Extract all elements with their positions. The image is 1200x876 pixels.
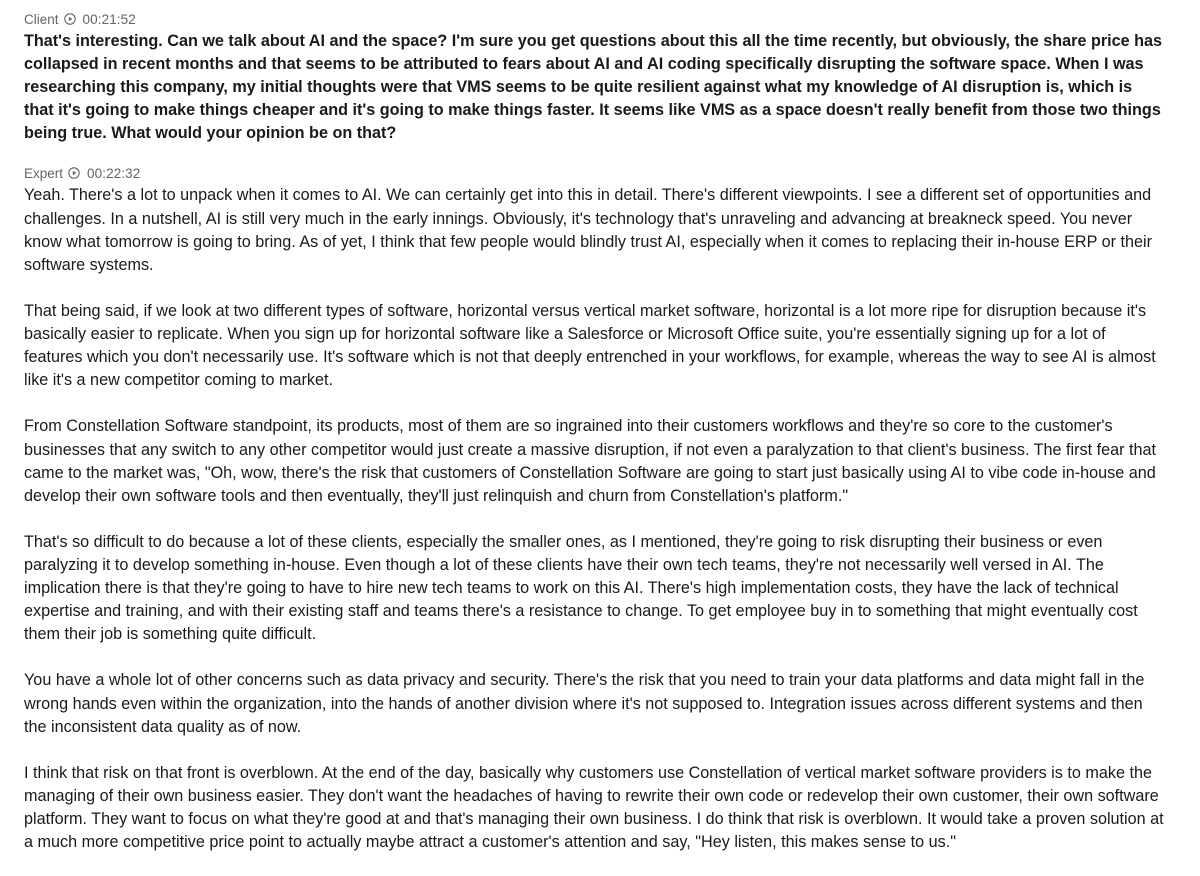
client-turn [24, 8, 1166, 145]
transcript [24, 8, 1166, 854]
play-circle-icon[interactable] [64, 13, 76, 25]
timestamp-link[interactable]: 00:21:52 [82, 11, 136, 27]
expert-turn-header [24, 162, 1166, 184]
client-turn-header [24, 8, 1166, 30]
expert-turn [24, 162, 1166, 854]
expert-paragraph: I think that risk on that front is overblown. At the end of the day, basically why customers use Constellation of vertical market software providers is to make the managing of their own business easier. They don't want the headaches of having to rewrite their own code or redevelop their own customer, their own software platform. They want to focus on what they're good at and that's managing their own business. I do think that risk is overblown. It would take a proven solution at a much more competitive price point to actually maybe attract a customer's attention and say, "Hey listen, this makes sense to us." [24, 763, 1164, 852]
expert-paragraph: Yeah. There's a lot to unpack when it comes to AI. We can certainly get into this in detail. There's different viewpoints. I see a different set of opportunities and challenges. In a nutshell, AI is still very much in the early innings. Obviously, it's technology that's unraveling and advancing at breakneck speed. You never know what tomorrow is going to bring. As of yet, I think that few people would blindly trust AI, especially when it comes to replacing their in-house ERP or their software systems. [24, 186, 1153, 274]
expert-paragraph: You have a whole lot of other concerns such as data privacy and security. There's the risk that you need to train your data platforms and data might fall in the wrong hands even within the organization, into the hands of another division where it's not supposed to. Integration issues across different systems and then the inconsistent data quality as of now. [24, 671, 1145, 736]
play-circle-icon[interactable] [68, 167, 80, 179]
expert-paragraph: That's so difficult to do because a lot of these clients, especially the smaller ones, as I mentioned, they're going to risk disrupting their business or even paralyzing it to develop something in-house. Even though a lot of these clients have their own tech teams, they're not necessarily well versed in AI. The implication there is that they're going to have to hire new tech teams to work on this AI. There's high implementation costs, they have the lack of technical expertise and training, and with their existing staff and teams there's a resistance to change. To get employee buy in to something that might eventually cost them their job is something quite difficult. [24, 532, 1138, 644]
expert-paragraph: From Constellation Software standpoint, its products, most of them are so ingrained into their customers workflows and they're so core to the customer's businesses that any switch to any other competitor would just create a massive disruption, if not even a paralyzation to that client's business. The first fear that came to the market was, "Oh, wow, there's the risk that customers of Constellation Software are going to start just basically using AI to vibe code in-house and develop their own software tools and then eventually, they'll just relinquish and churn from Constellation's platform." [24, 417, 1157, 505]
expert-paragraph: That being said, if we look at two different types of software, horizontal versus vertical market software, horizontal is a lot more ripe for disruption because it's basically easier to replicate. When you sign up for horizontal software like a Salesforce or Microsoft Office suite, you're essentially signing up for a lot of features which you don't necessarily use. It's software which is not that deeply entrenched in your workflows, for example, whereas the way to see AI is almost like it's a new competitor coming to market. [24, 301, 1156, 390]
timestamp-link[interactable]: 00:22:32 [87, 165, 141, 181]
speaker-label-expert: Expert [24, 165, 64, 181]
client-paragraph: That's interesting. Can we talk about AI and the space? I'm sure you get questions about this all the time recently, but obviously, the share price has collapsed in recent months and that seems to be attributed to fears about AI and AI coding specifically disrupting the software space. When I was researching this company, my initial thoughts were that VMS seems to be quite resilient against what my knowledge of AI disruption is, which is that it's going to make things cheaper and it's going to make things faster. It seems like VMS as a space doesn't really benefit from those two things being true. What would your opinion be on that? [24, 32, 1163, 143]
speaker-label-client: Client [24, 11, 59, 27]
